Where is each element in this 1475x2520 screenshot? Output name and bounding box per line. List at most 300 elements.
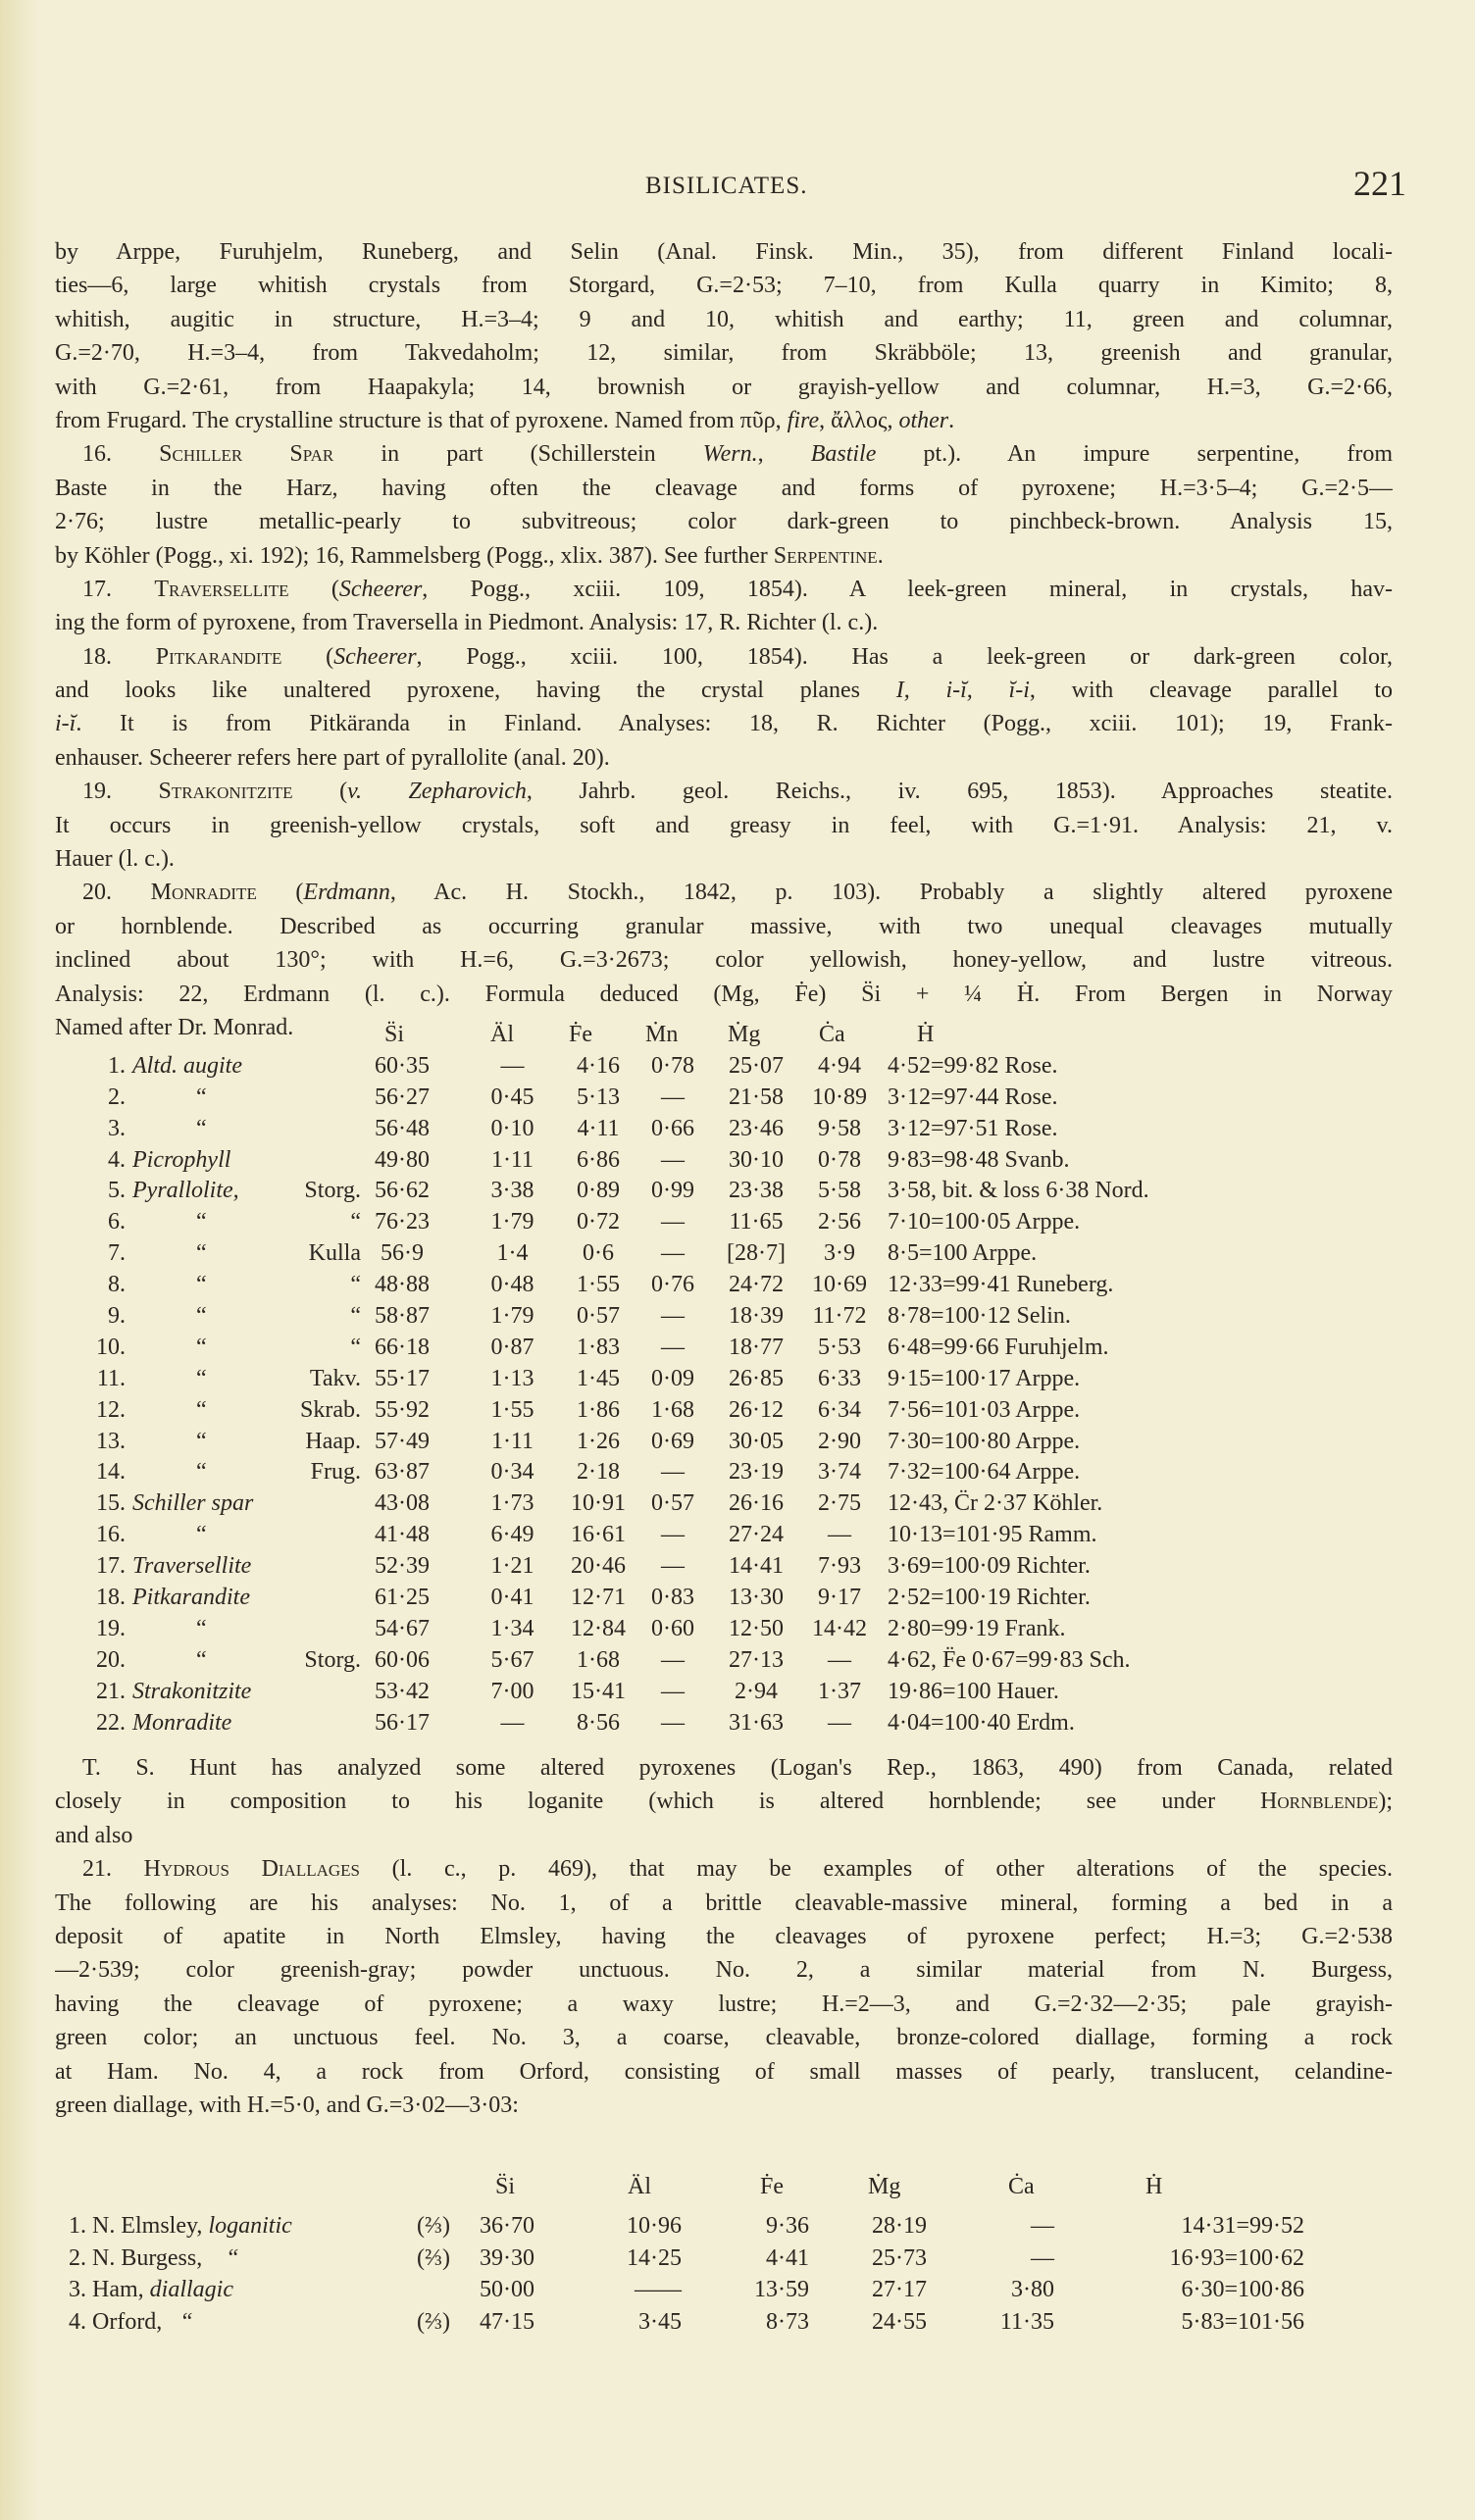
value-cell: 10·89 [812, 1084, 867, 1110]
value-cell: 0·72 [577, 1209, 620, 1235]
text-line [55, 1920, 1393, 1953]
text-segment: Baste in the Harz, having often the cleavage and forms of pyroxene; H.=3·5–4; G.=2·5— [55, 475, 1393, 501]
mineral-name: “ [196, 1428, 207, 1454]
value-cell: 2·75 [818, 1490, 861, 1517]
row-number: 22. [96, 1709, 126, 1736]
water-total-analyst: 10·13=101·95 Ramm. [888, 1522, 1097, 1548]
text-segment: other [898, 407, 949, 433]
table-row [0, 1364, 1475, 1395]
value-cell: 3·9 [824, 1240, 855, 1267]
table-row [0, 1488, 1475, 1520]
text-line [55, 472, 1393, 505]
value-cell: 55·17 [375, 1365, 430, 1391]
row-number: 18. [96, 1585, 126, 1611]
mineral-name: “ [196, 1209, 207, 1235]
text-segment: , Pogg., xciii. 109, 1854). A leek-green mineral, in crystals, hav- [422, 576, 1393, 602]
locality: Storg. [304, 1178, 361, 1204]
value-cell: 4·11 [577, 1115, 620, 1141]
text-line [55, 876, 1393, 909]
value-cell: 0·89 [577, 1178, 620, 1204]
text-segment: Hydrous Diallages [143, 1856, 360, 1883]
value-cell: — [500, 1052, 525, 1079]
water-total-analyst: 19·86=100 Hauer. [888, 1678, 1059, 1704]
text-segment: i-ĭ [55, 711, 76, 737]
text-segment: v. Zepharovich [347, 779, 527, 805]
text-line [55, 1819, 132, 1852]
table-header-row [0, 2171, 1475, 2210]
column-header: S̈i [495, 2174, 516, 2199]
value-cell: 23·19 [729, 1459, 784, 1486]
value-cell: 25·73 [872, 2244, 927, 2271]
value-cell: 56·27 [375, 1084, 430, 1110]
fraction-note: (⅔) [417, 2213, 450, 2239]
text-segment: 2·76; lustre metallic-pearly to subvitreous; color dark-green to pinchbeck-brown. Analysis 15, [55, 509, 1393, 535]
value-cell: 1·11 [490, 1428, 534, 1454]
text-segment: by Köhler (Pogg., xi. 192); 16, Rammelsberg (Pogg., xlix. 387). See further [55, 542, 774, 569]
text-line [55, 2021, 1393, 2054]
text-line [55, 842, 175, 876]
value-cell: 3·45 [638, 2308, 682, 2335]
text-line [55, 978, 1393, 1011]
section-text-2 [55, 1751, 1393, 2122]
value-cell: 66·18 [375, 1334, 430, 1360]
value-cell: 60·06 [375, 1646, 430, 1673]
text-line [55, 539, 884, 573]
water-total-analyst: 9·15=100·17 Arppe. [888, 1365, 1081, 1391]
value-cell: 30·10 [729, 1146, 784, 1173]
water-total-analyst: 6·48=99·66 Furuhjelm. [888, 1334, 1109, 1360]
sample-name [69, 2243, 239, 2275]
value-cell: 5·58 [818, 1178, 861, 1204]
text-segment: having the cleavage of pyroxene; a waxy lustre; H.=2—3, and G.=2·32—2·35; pale grayish- [55, 1991, 1393, 2017]
mineral-name: Monradite [132, 1709, 232, 1736]
text-line [55, 1785, 1393, 1818]
value-cell: — [661, 1303, 685, 1330]
locality: “ [350, 1209, 361, 1235]
water-total-analyst: 9·83=98·48 Svanb. [888, 1146, 1070, 1173]
value-cell: — [828, 1646, 851, 1673]
column-header: Ċa [1008, 2174, 1035, 2199]
value-cell: 27·17 [872, 2277, 927, 2303]
value-cell: 0·09 [651, 1365, 694, 1391]
value-cell: 1·86 [577, 1396, 620, 1423]
text-segment: ( [292, 779, 348, 805]
text-segment: It occurs in greenish-yellow crystals, soft and greasy in feel, with G.=1·91. Analysis: 21, v. [55, 812, 1393, 838]
text-segment: Strakonitzite [158, 779, 293, 805]
value-cell: 6·86 [577, 1146, 620, 1173]
value-cell: 13·59 [754, 2277, 809, 2303]
text-segment: Erdmann [303, 880, 390, 906]
value-cell: 0·34 [490, 1459, 534, 1486]
text-segment: , Pogg., xciii. 100, 1854). Has a leek-green or dark-green color, [416, 643, 1393, 670]
sample-name [69, 2306, 193, 2339]
value-cell: — [661, 1146, 685, 1173]
mineral-name: “ [196, 1272, 207, 1298]
mineral-name: “ [196, 1365, 207, 1391]
value-cell: 48·88 [375, 1272, 430, 1298]
water-total-analyst: 3·58, bit. & loss 6·38 Nord. [888, 1178, 1149, 1204]
value-cell: 1·45 [577, 1365, 620, 1391]
table-row [0, 1427, 1475, 1458]
column-header: Äl [490, 1022, 514, 1047]
section-text-1 [55, 235, 1393, 1044]
text-segment: and also [55, 1822, 133, 1848]
text-segment: I, i-ĭ, ĭ-i [895, 678, 1030, 704]
text-line [55, 336, 1393, 370]
value-cell: — [661, 1678, 685, 1704]
water-total-analyst: 3·12=97·44 Rose. [888, 1084, 1058, 1110]
text-line [55, 573, 1393, 606]
text-segment: ties—6, large whitish crystals from Storgard, G.=2·53; 7–10, from Kulla quarry in Kimito; 8, [55, 273, 1393, 299]
text-segment: enhauser. Scheerer refers here part of pyrallolite (anal. 20). [55, 744, 610, 771]
value-cell: — [828, 1709, 851, 1736]
value-cell: 28·19 [872, 2213, 927, 2239]
value-cell: 55·92 [375, 1396, 430, 1423]
mineral-name: “ [196, 1240, 207, 1267]
text-segment: Pitkarandite [155, 643, 282, 670]
text-segment: by Arppe, Furuhjelm, Runeberg, and Selin (Anal. Finsk. Min., 35), from different Finland locali- [55, 239, 1393, 265]
mineral-name: “ [196, 1115, 207, 1141]
row-number: 21. [96, 1678, 126, 1704]
row-number: 11. [96, 1365, 126, 1391]
value-cell: 9·17 [818, 1585, 861, 1611]
value-cell: 2·56 [818, 1209, 861, 1235]
value-cell: 1·34 [490, 1615, 534, 1641]
mineral-name: Strakonitzite [132, 1678, 252, 1704]
value-cell: 1·83 [577, 1334, 620, 1360]
text-line [55, 640, 1393, 674]
row-number: 19. [96, 1615, 126, 1641]
table-row [0, 1207, 1475, 1238]
text-segment: closely in composition to his loganite (which is altered hornblende; see under [55, 1789, 1261, 1815]
water-total-analyst: 7·32=100·64 Arppe. [888, 1459, 1081, 1486]
value-cell: 30·05 [729, 1428, 784, 1454]
value-cell: 1·68 [577, 1646, 620, 1673]
value-cell: 5·53 [818, 1334, 861, 1360]
text-segment: . It is from Pitkäranda in Finland. Analyses: 18, R. Richter (Pogg., xciii. 101); 19, Frank- [76, 711, 1393, 737]
value-cell: 53·42 [375, 1678, 430, 1704]
mineral-name: Pyrallolite, [132, 1178, 239, 1204]
row-number: 2. [108, 1084, 126, 1110]
value-cell: 0·57 [651, 1490, 694, 1517]
value-cell: 0·69 [651, 1428, 694, 1454]
value-cell: 1·68 [651, 1396, 694, 1423]
table-row [0, 1395, 1475, 1427]
mineral-name: “ [196, 1396, 207, 1423]
analysis-table-1 [0, 1020, 1475, 1739]
text-segment: ); [1378, 1789, 1393, 1815]
text-segment: pt.). An impure serpentine, from [876, 441, 1393, 468]
text-line [55, 235, 1393, 269]
water-total-analyst: 7·56=101·03 Arppe. [888, 1396, 1081, 1423]
row-number: 15. [96, 1490, 126, 1517]
value-cell: 1·55 [490, 1396, 534, 1423]
text-line [55, 269, 1393, 302]
value-cell: 0·60 [651, 1615, 694, 1641]
text-segment: 16. [82, 441, 160, 468]
value-cell: 18·39 [729, 1303, 784, 1330]
sample-locality: 1. N. Elmsley, [69, 2213, 209, 2239]
value-cell: 0·45 [490, 1084, 534, 1110]
text-segment: ( [288, 576, 339, 602]
text-segment: Traversellite [154, 576, 289, 602]
column-header: Ṁn [645, 1022, 679, 1047]
column-header: Äl [628, 2174, 651, 2199]
text-segment: from Frugard. The crystalline structure is that of pyroxene. Named from πῦρ, [55, 407, 788, 433]
text-segment: The following are his analyses: No. 1, of a brittle cleavable-massive mineral, forming a bed in a [55, 1890, 1393, 1916]
value-cell: 0·6 [583, 1240, 614, 1267]
value-cell: 1·21 [490, 1553, 534, 1580]
value-cell: 6·33 [818, 1365, 861, 1391]
text-segment: (l. c., p. 469), that may be examples of other alterations of the species. [360, 1856, 1393, 1883]
value-cell: — [1031, 2213, 1054, 2239]
mineral-name: “ [196, 1646, 207, 1673]
value-cell: 3·38 [490, 1178, 534, 1204]
water-total-analyst: 8·5=100 Arppe. [888, 1240, 1038, 1267]
column-header: Ḟe [760, 2174, 784, 2199]
water-total-analyst: 7·30=100·80 Arppe. [888, 1428, 1081, 1454]
value-cell: 0·10 [490, 1115, 534, 1141]
value-cell: — [661, 1553, 685, 1580]
text-line [55, 809, 1393, 842]
table-row [0, 1083, 1475, 1114]
value-cell: 43·08 [375, 1490, 430, 1517]
value-cell: 61·25 [375, 1585, 430, 1611]
value-cell: 2·18 [577, 1459, 620, 1486]
table-row [0, 2243, 1475, 2275]
value-cell: 25·07 [729, 1052, 784, 1079]
text-segment: and looks like unaltered pyroxene, having the crystal planes [55, 678, 896, 704]
value-cell: 2·90 [818, 1428, 861, 1454]
value-cell: 7·00 [490, 1678, 534, 1704]
value-cell: 6·30=100·86 [1181, 2277, 1304, 2303]
value-cell: 57·49 [375, 1428, 430, 1454]
text-segment: , Jahrb. geol. Reichs., iv. 695, 1853). Approaches steatite. [526, 779, 1393, 805]
value-cell: 9·58 [818, 1115, 861, 1141]
value-cell: 11·35 [999, 2308, 1054, 2335]
text-segment: , with cleavage parallel to [1029, 678, 1393, 704]
text-segment: ing the form of pyroxene, from Traversella in Piedmont. Analysis: 17, R. Richter (l. c.). [55, 610, 879, 636]
column-header: Ḣ [1145, 2174, 1163, 2199]
value-cell: 0·76 [651, 1272, 694, 1298]
value-cell: 41·48 [375, 1522, 430, 1548]
water-total-analyst: 12·43, C̈r 2·37 Köhler. [888, 1490, 1103, 1517]
mineral-name: Schiller spar [132, 1490, 254, 1517]
water-total-analyst: 2·80=99·19 Frank. [888, 1615, 1066, 1641]
table-row [0, 1708, 1475, 1739]
value-cell: 15·41 [571, 1678, 626, 1704]
column-header: Ċa [819, 1022, 845, 1047]
value-cell: 60·35 [375, 1052, 430, 1079]
value-cell: 56·17 [375, 1709, 430, 1736]
value-cell: 5·13 [577, 1084, 620, 1110]
table-row [0, 1270, 1475, 1301]
table-row [0, 1457, 1475, 1488]
value-cell: 24·55 [872, 2308, 927, 2335]
text-segment: 21. [82, 1856, 144, 1883]
locality: Frug. [310, 1459, 361, 1486]
water-total-analyst: 4·52=99·82 Rose. [888, 1052, 1058, 1079]
text-segment: Scheerer [333, 643, 417, 670]
locality: Skrab. [300, 1396, 361, 1423]
value-cell: 12·50 [729, 1615, 784, 1641]
value-cell: 1·4 [496, 1240, 529, 1267]
value-cell: 3·80 [1011, 2277, 1054, 2303]
column-header: Ḣ [917, 1022, 935, 1047]
value-cell: 14·41 [729, 1553, 784, 1580]
sample-name [69, 2210, 292, 2243]
sample-type: loganitic [208, 2213, 292, 2239]
sample-locality: 4. Orford, [69, 2308, 163, 2335]
value-cell: — [661, 1084, 685, 1110]
value-cell: 1·37 [818, 1678, 861, 1704]
value-cell: — [1031, 2244, 1054, 2271]
value-cell: — [661, 1334, 685, 1360]
text-line [55, 404, 954, 437]
value-cell: [28·7] [727, 1240, 786, 1267]
value-cell: 0·83 [651, 1585, 694, 1611]
value-cell: 27·24 [729, 1522, 784, 1548]
text-segment: 17. [82, 576, 155, 602]
text-line [55, 606, 878, 639]
value-cell: 0·78 [818, 1146, 861, 1173]
text-segment: . [877, 542, 884, 569]
text-segment: green color; an unctuous feel. No. 3, a coarse, cleavable, bronze-colored diallage, forming a rock [55, 2025, 1393, 2051]
value-cell: 47·15 [480, 2308, 534, 2335]
text-segment: Monradite [150, 880, 257, 906]
value-cell: 27·13 [729, 1646, 784, 1673]
value-cell: 31·63 [729, 1709, 784, 1736]
value-cell: 14·31=99·52 [1181, 2213, 1304, 2239]
value-cell: 36·70 [480, 2213, 534, 2239]
water-total-analyst: 4·62, F̈e 0·67=99·83 Sch. [888, 1646, 1131, 1673]
text-segment: 19. [82, 779, 159, 805]
text-segment: with G.=2·61, from Haapakyla; 14, brownish or grayish-yellow and columnar, H.=3, G.=2·66, [55, 374, 1393, 400]
mineral-name: “ [196, 1334, 207, 1360]
table-row [0, 1614, 1475, 1645]
value-cell: 8·56 [577, 1709, 620, 1736]
value-cell: 1·55 [577, 1272, 620, 1298]
value-cell: 26·85 [729, 1365, 784, 1391]
water-total-analyst: 3·69=100·09 Richter. [888, 1553, 1091, 1580]
value-cell: 12·84 [571, 1615, 626, 1641]
value-cell: 9·36 [766, 2213, 809, 2239]
value-cell: — [661, 1522, 685, 1548]
text-line [55, 505, 1393, 538]
row-number: 13. [96, 1428, 126, 1454]
locality: “ [350, 1303, 361, 1330]
text-segment: G.=2·70, H.=3–4, from Takvedaholm; 12, similar, from Skräbböle; 13, greenish and granular, [55, 340, 1393, 367]
fraction-note: (⅔) [417, 2308, 450, 2335]
value-cell: 6·49 [490, 1522, 534, 1548]
text-line [55, 674, 1393, 707]
mineral-name: “ [196, 1084, 207, 1110]
value-cell: 0·99 [651, 1178, 694, 1204]
text-segment: Scheerer [338, 576, 423, 602]
text-segment: inclined about 130°; with H.=6, G.=3·2673; color yellowish, honey-yellow, and lustre vitreous. [55, 947, 1393, 974]
text-segment: deposit of apatite in North Elmsley, having the cleavages of pyroxene perfect; H.=3; G.=2·538 [55, 1923, 1393, 1949]
row-number: 17. [96, 1553, 126, 1580]
table-row [0, 1520, 1475, 1551]
table-row [0, 1114, 1475, 1145]
value-cell: 16·61 [571, 1522, 626, 1548]
water-total-analyst: 12·33=99·41 Runeberg. [888, 1272, 1114, 1298]
locality: Takv. [309, 1365, 361, 1391]
value-cell: 12·71 [571, 1585, 626, 1611]
value-cell: 1·11 [490, 1146, 534, 1173]
water-total-analyst: 7·10=100·05 Arppe. [888, 1209, 1081, 1235]
value-cell: 24·72 [729, 1272, 784, 1298]
value-cell: 50·00 [480, 2277, 534, 2303]
text-line [55, 1887, 1393, 1920]
row-number: 10. [96, 1334, 126, 1360]
value-cell: 58·87 [375, 1303, 430, 1330]
table-row [0, 1051, 1475, 1083]
text-segment: green diallage, with H.=5·0, and G.=3·02—3·03: [55, 2092, 519, 2118]
row-number: 9. [108, 1303, 126, 1330]
text-line [55, 1751, 1393, 1785]
analysis-table-2 [0, 2171, 1475, 2338]
value-cell: 21·58 [729, 1084, 784, 1110]
text-segment: or hornblende. Described as occurring granular massive, with two unequal cleavages mutually [55, 913, 1393, 939]
text-line [55, 1988, 1393, 2021]
row-number: 5. [108, 1178, 126, 1204]
value-cell: 14·25 [627, 2244, 682, 2271]
value-cell: 23·46 [729, 1115, 784, 1141]
value-cell: 56·62 [375, 1178, 430, 1204]
column-header: Ḟe [569, 1022, 592, 1047]
value-cell: 1·26 [577, 1428, 620, 1454]
text-segment: at Ham. No. 4, a rock from Orford, consisting of small masses of pearly, translucent, celandine- [55, 2058, 1393, 2085]
text-segment: Serpentine [773, 542, 878, 569]
table-row [0, 1333, 1475, 1364]
value-cell: 52·39 [375, 1553, 430, 1580]
water-total-analyst: 4·04=100·40 Erdm. [888, 1709, 1075, 1736]
text-segment: ( [281, 643, 334, 670]
value-cell: 56·9 [381, 1240, 424, 1267]
row-number: 4. [108, 1146, 126, 1173]
text-segment: Hauer (l. c.). [55, 846, 175, 873]
value-cell: 14·42 [812, 1615, 867, 1641]
text-segment: , [757, 441, 811, 468]
value-cell: 10·96 [627, 2213, 682, 2239]
text-segment: Bastile [810, 441, 877, 468]
value-cell: 0·41 [490, 1585, 534, 1611]
value-cell: 11·72 [812, 1303, 867, 1330]
value-cell: — [661, 1709, 685, 1736]
mineral-name: “ [196, 1459, 207, 1486]
value-cell: —— [635, 2277, 682, 2303]
column-header: Ṁg [868, 2174, 901, 2199]
text-segment: , ἄλλος, [819, 407, 899, 433]
mineral-name: “ [196, 1615, 207, 1641]
text-line [55, 371, 1393, 404]
text-segment: 20. [82, 880, 151, 906]
table-row [0, 1301, 1475, 1333]
value-cell: 10·91 [571, 1490, 626, 1517]
page-number: 221 [1353, 164, 1406, 203]
text-segment: Wern. [702, 441, 758, 468]
text-line [55, 910, 1393, 943]
value-cell: 4·16 [577, 1052, 620, 1079]
text-segment: Hornblende [1260, 1789, 1379, 1815]
text-line [55, 437, 1393, 471]
row-number: 3. [108, 1115, 126, 1141]
table-row [0, 1645, 1475, 1677]
value-cell: — [661, 1646, 685, 1673]
value-cell: 4·94 [818, 1052, 861, 1079]
row-number: 8. [108, 1272, 126, 1298]
